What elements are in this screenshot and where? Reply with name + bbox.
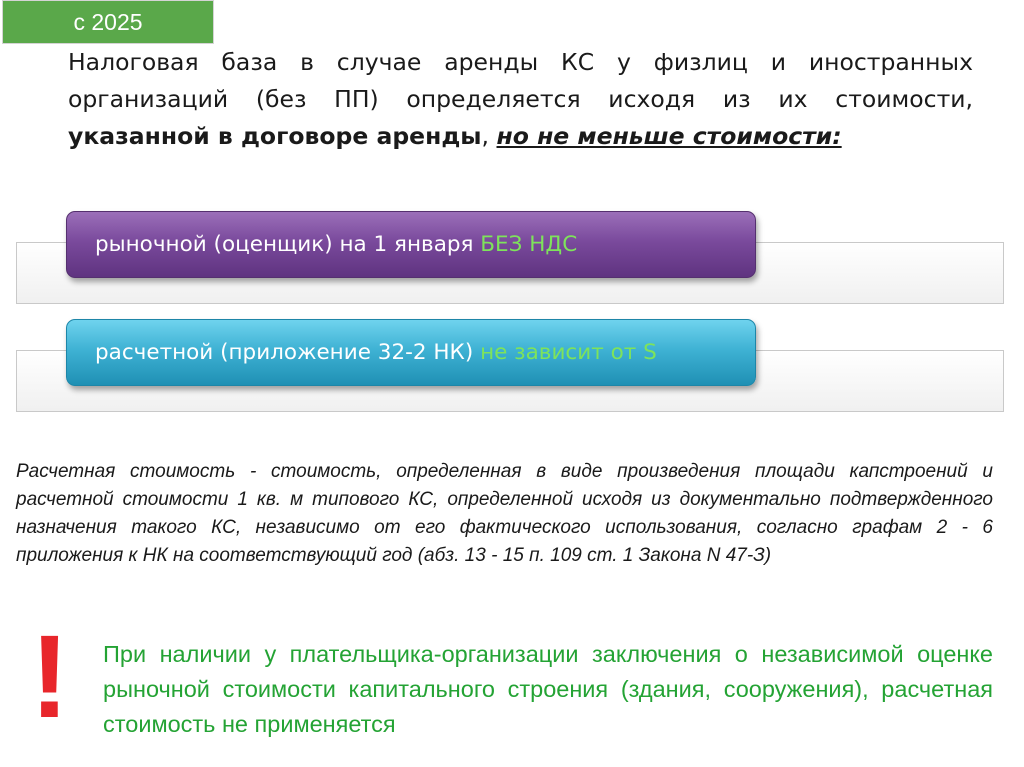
- headline: [68, 44, 973, 155]
- definition-text: Расчетная стоимость - стоимость, определенная в виде произведения площади капстроений и расчетной стоимости 1 кв. м типового КС, определенной исходя из документально подтвержденного назначения такого КС, независимо от его фактического использования, согласно графам 2 - 6 приложения к НК на соответствующий год (абз. 13 - 15 п. 109 ст. 1 Закона N 47-З): [16, 461, 993, 566]
- headline-underlined-text: но не меньше стоимости:: [496, 122, 842, 150]
- option-calculated-value: [66, 319, 756, 386]
- option-calculated-value-text: расчетной (приложение 32-2 НК): [95, 340, 474, 365]
- option-calculated-value-highlight: не зависит от S: [480, 340, 657, 365]
- option-market-value: [66, 211, 756, 278]
- year-badge-label: с 2025: [73, 8, 143, 35]
- option-market-value-highlight: БЕЗ НДС: [480, 232, 578, 257]
- exclamation-mark-icon: !: [30, 611, 70, 743]
- option-market-value-text: рыночной (оценщик) на 1 января: [95, 232, 474, 257]
- year-badge: [2, 0, 214, 44]
- headline-comma: ,: [481, 122, 497, 150]
- warning-note: При наличии у плательщика-организации заключения о независимой оценке рыночной стоимости капитального строения (здания, сооружения), расчетная стоимость не применяется: [103, 641, 993, 737]
- headline-text: Налоговая база в случае аренды КС у физлиц и иностранных организаций (без ПП) определяется исходя из их стоимости,: [68, 48, 973, 113]
- headline-bold-text: указанной в договоре аренды: [68, 122, 482, 150]
